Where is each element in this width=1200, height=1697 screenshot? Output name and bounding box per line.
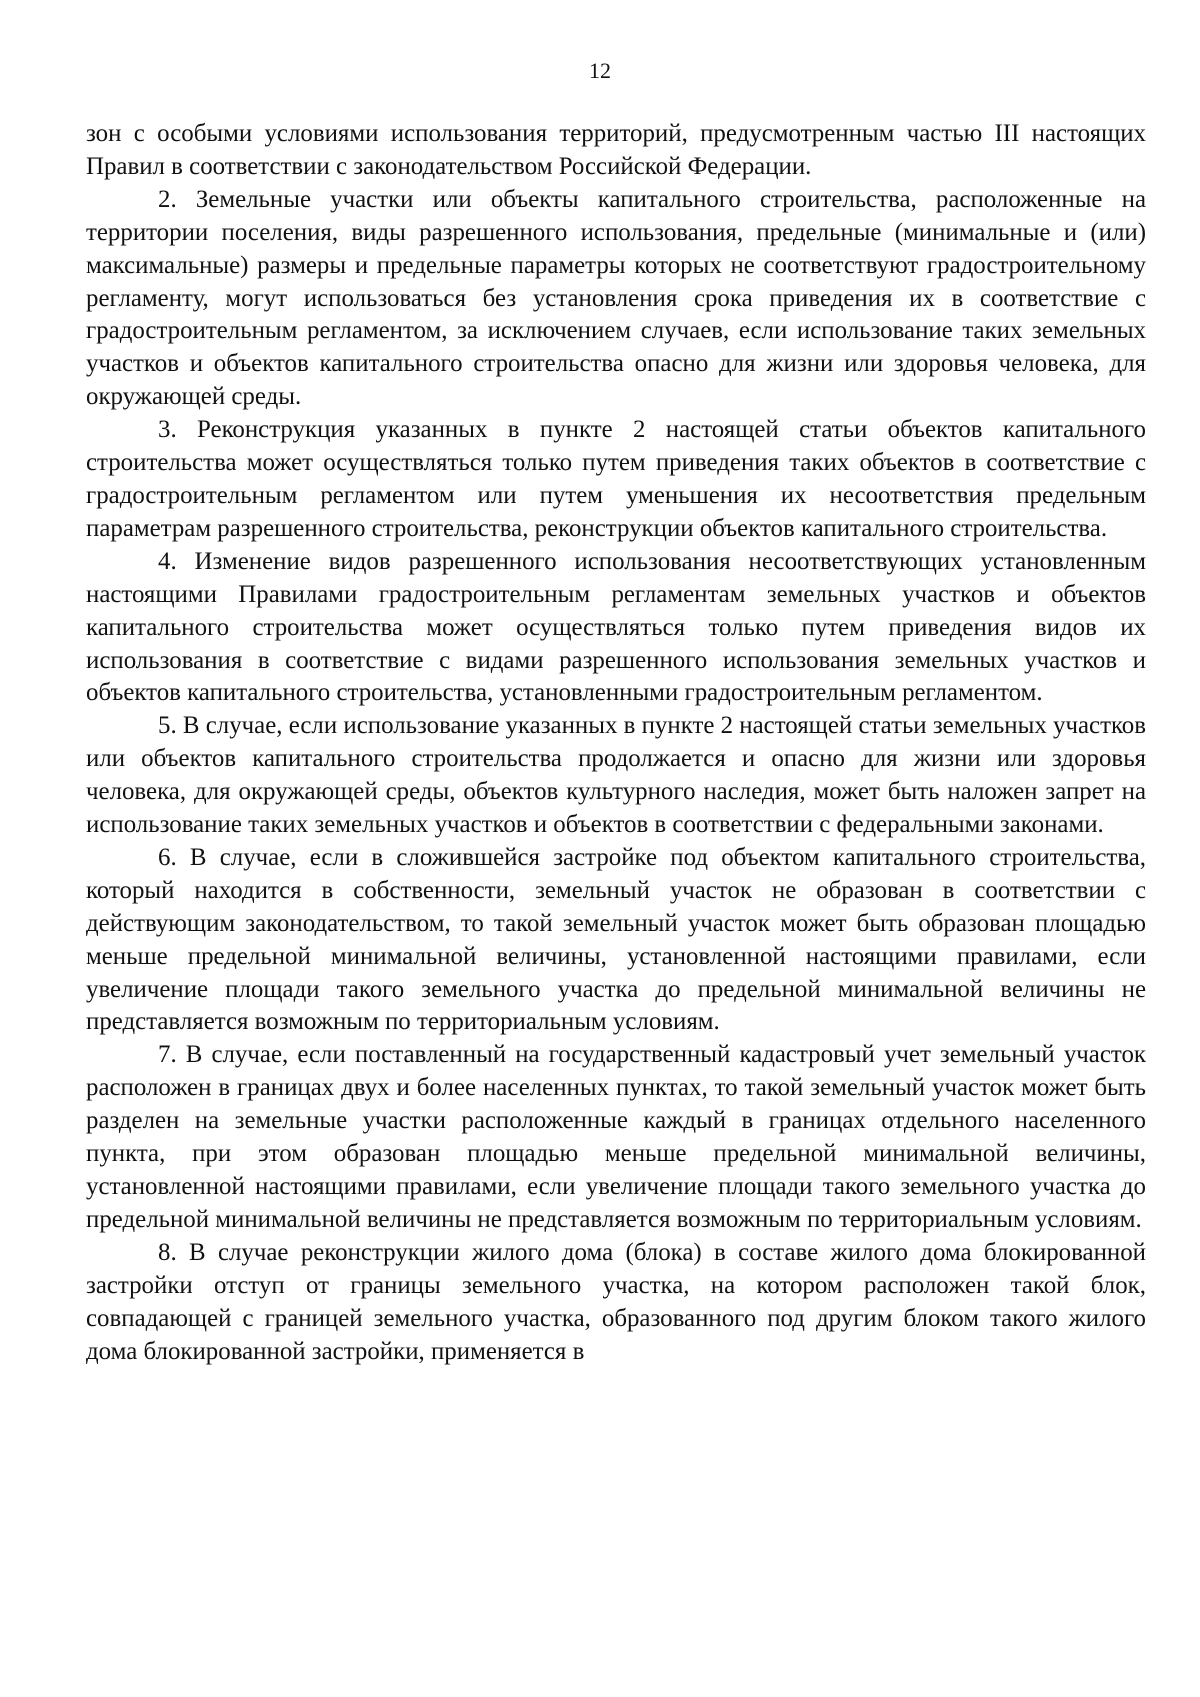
paragraph-item-2: 2. Земельные участки или объекты капитального строительства, расположенные на территории поселения, виды разрешенного использования, предельные (минимальные и (или) максимальные) размеры и предельные параметры которых не соответствуют градостроительному регламенту, могут использоваться без установления срока приведения их в соответствие с градостроительным регламентом, за исключением случаев, если использование таких земельных участков и объектов капитального строительства опасно для жизни или здоровья человека, для окружающей среды. <box>86 185 1146 411</box>
page-number: 12 <box>589 58 611 83</box>
paragraph-continuation: зон с особыми условиями использования территорий, предусмотренным частью III настоящих Правил в соответствии с законодательством Российской Федерации. <box>86 120 1146 180</box>
paragraph-item-8: 8. В случае реконструкции жилого дома (блока) в составе жилого дома блокированной застройки отступ от границы земельного участка, на котором расположен такой блок, совпадающей с границей земельного участка, образованного под другим блоком такого жилого дома блокированной застройки, применяется в <box>86 1238 1146 1365</box>
paragraph-item-5: 5. В случае, если использование указанных в пункте 2 настоящей статьи земельных участков или объектов капитального строительства продолжается и опасно для жизни или здоровья человека, для окружающей среды, объектов культурного наследия, может быть наложен запрет на использование таких земельных участков и объектов в соответствии с федеральными законами. <box>86 712 1146 839</box>
document-body <box>86 118 1146 1368</box>
paragraph-item-3: 3. Реконструкция указанных в пункте 2 настоящей статьи объектов капитального строительства может осуществляться только путем приведения таких объектов в соответствие с градостроительным регламентом или путем уменьшения их несоответствия предельным параметрам разрешенного строительства, реконструкции объектов капитального строительства. <box>86 416 1146 542</box>
paragraph-item-6: 6. В случае, если в сложившейся застройке под объектом капитального строительства, который находится в собственности, земельный участок не образован в соответствии с действующим законодательством, то такой земельный участок может быть образован площадью меньше предельной минимальной величины, установленной настоящими правилами, если увеличение площади такого земельного участка до предельной минимальной величины не представляется возможным по территориальным условиям. <box>86 843 1146 1036</box>
paragraph-item-4: 4. Изменение видов разрешенного использования несоответствующих установленным настоящими Правилами градостроительным регламентам земельных участков и объектов капитального строительства может осуществляться только путем приведения видов их использования в соответствие с видами разрешенного использования земельных участков и объектов капитального строительства, установленными градостроительным регламентом. <box>86 547 1146 707</box>
paragraph-item-7: 7. В случае, если поставленный на государственный кадастровый учет земельный участок расположен в границах двух и более населенных пунктах, то такой земельный участок может быть разделен на земельные участки расположенные каждый в границах отдельного населенного пункта, при этом образован площадью меньше предельной минимальной величины, установленной настоящими правилами, если увеличение площади такого земельного участка до предельной минимальной величины не представляется возможным по территориальным условиям. <box>86 1041 1146 1233</box>
